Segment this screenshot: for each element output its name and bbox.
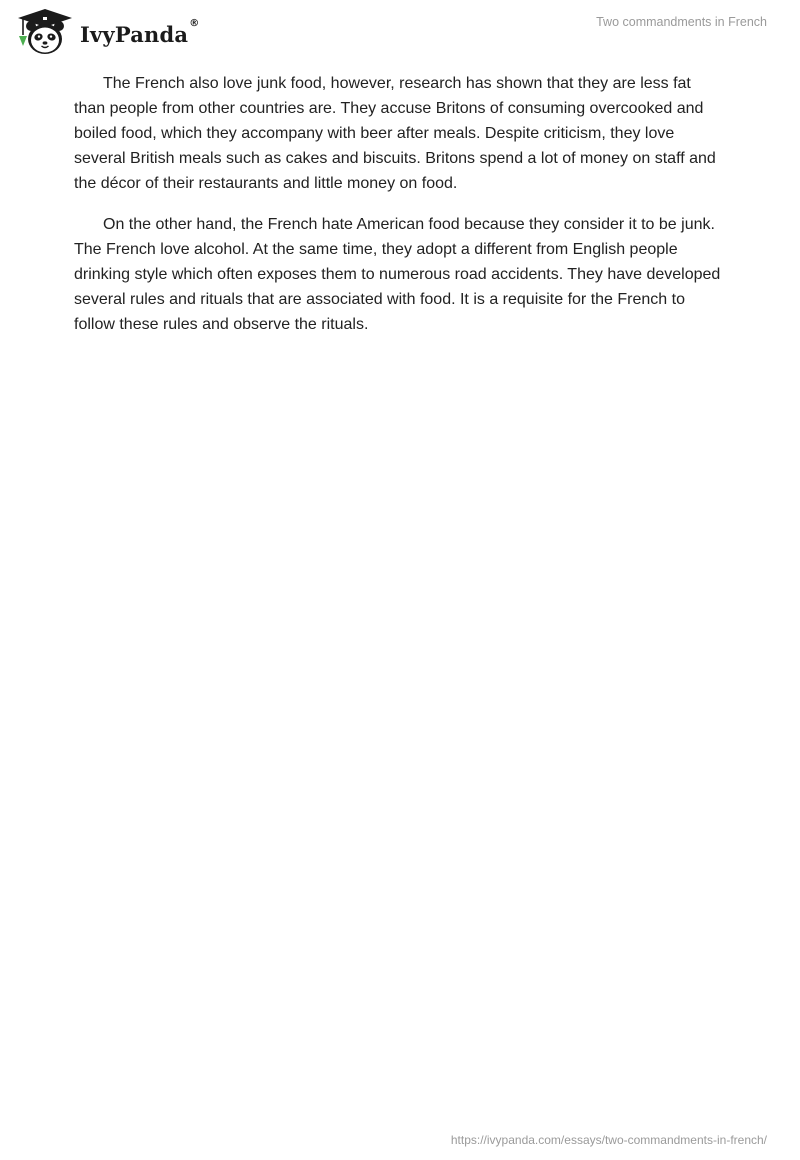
source-url[interactable]: https://ivypanda.com/essays/two-commandments-in-french/ (450, 1133, 767, 1147)
paragraph: On the other hand, the French hate American food because they consider it to be junk. The French love alcohol. At the same time, they adopt a different from English people drinking style which often exposes them to numerous road accidents. They have developed several rules and rituals that are associated with food. It is a requisite for the French to follow these rules and observe the rituals. (74, 216, 721, 333)
brand-name: IvyPanda® (80, 17, 200, 47)
page-header (0, 0, 800, 70)
panda-graduation-cap-icon (16, 9, 74, 57)
paragraph: The French also love junk food, however, research has shown that they are less fat than people from other countries are. They accuse Britons of consuming overcooked and boiled food, which they accompany with beer after meals. Despite criticism, they love several British meals such as cakes and biscuits. Britons spend a lot of money on staff and the décor of their restaurants and little money on food. (74, 75, 716, 192)
running-title: Two commandments in French (596, 15, 767, 29)
essay-body (74, 71, 724, 353)
registered-mark: ® (189, 17, 200, 29)
ivypanda-logo[interactable] (16, 9, 199, 57)
